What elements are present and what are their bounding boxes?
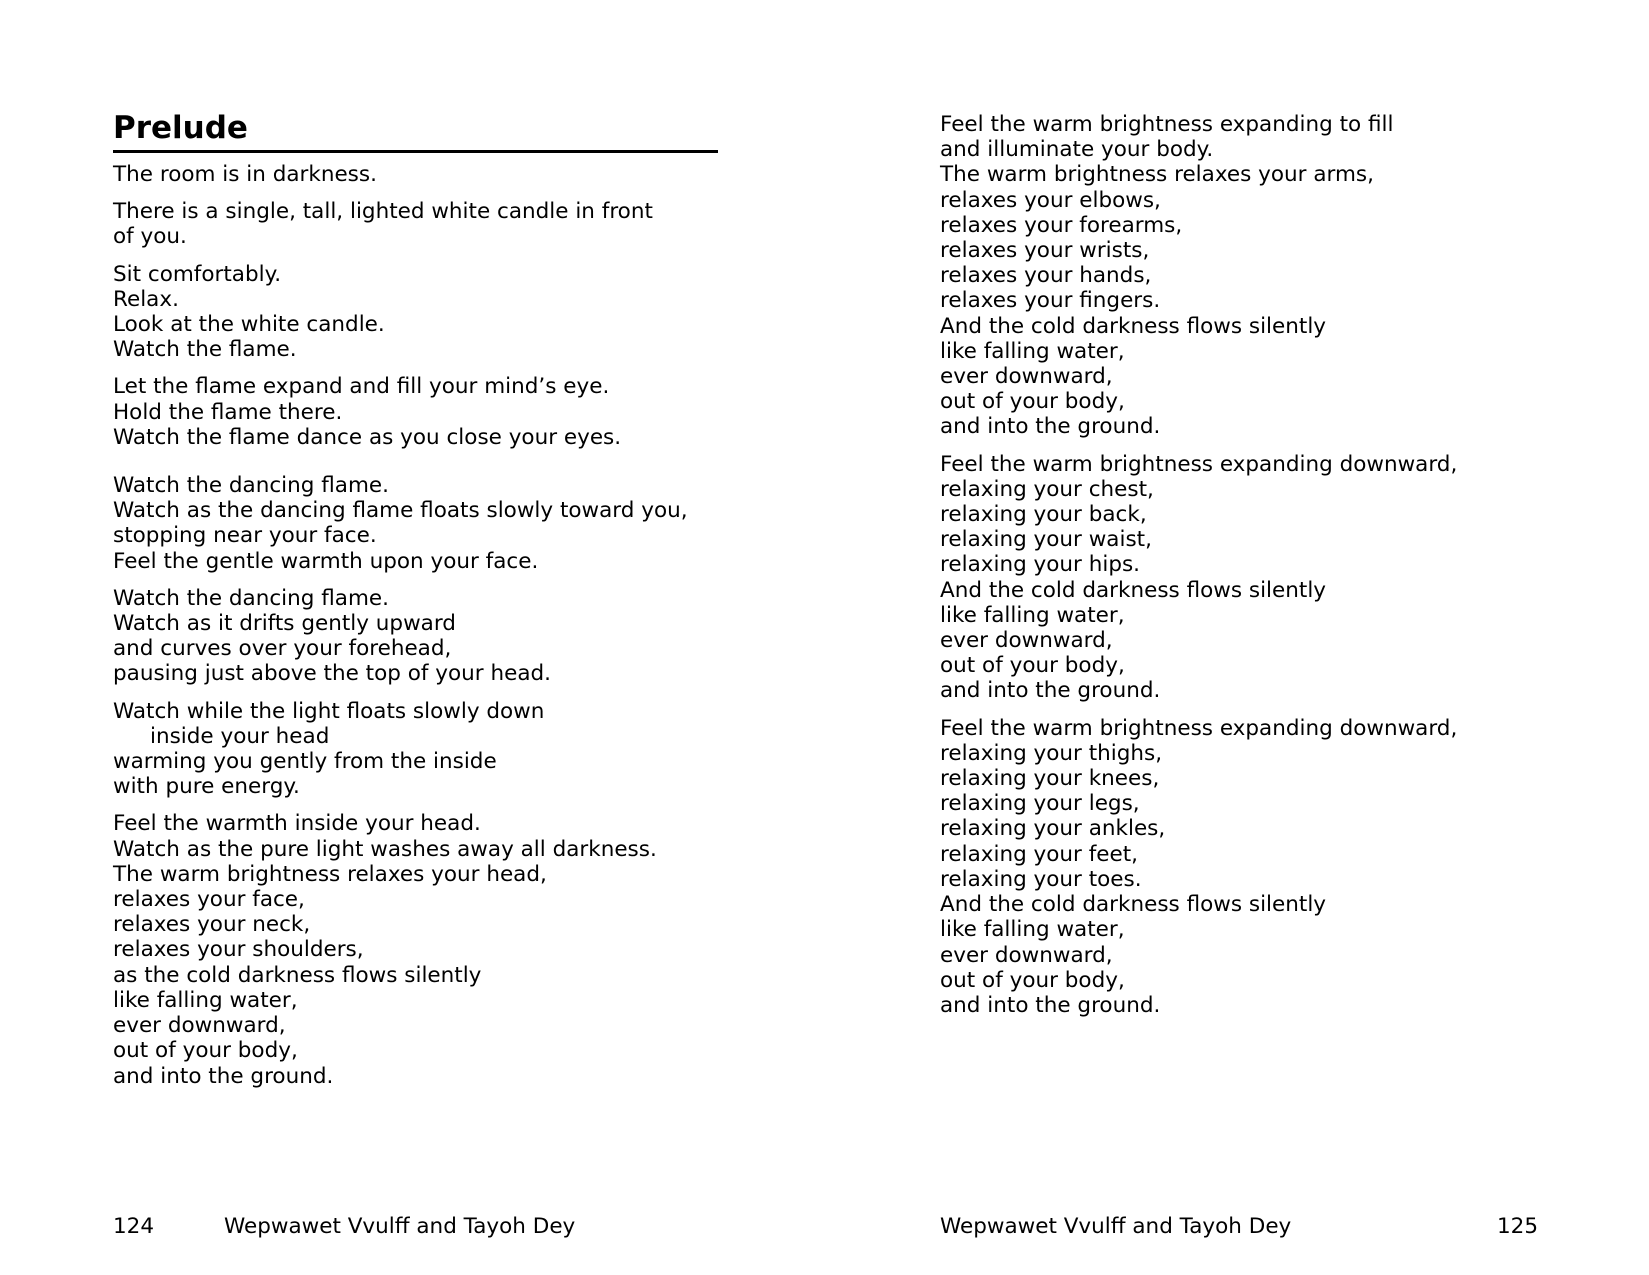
right-page	[940, 0, 1540, 1275]
verse-line: Feel the warm brightness expanding downward,	[940, 715, 1458, 741]
verse-line: relaxing your back,	[940, 502, 1147, 528]
verse-line: relaxing your knees,	[940, 766, 1160, 792]
verse-line: like falling water,	[113, 987, 298, 1013]
verse-line: as the cold darkness flows silently	[113, 962, 482, 988]
verse-line: relaxes your hands,	[940, 263, 1152, 289]
left-page	[113, 0, 733, 1275]
stanza	[113, 262, 733, 363]
verse-line: And the cold darkness flows silently	[940, 892, 1327, 918]
verse-line: and into the ground.	[940, 678, 1161, 704]
verse-line: and into the ground.	[113, 1063, 334, 1089]
stanza	[113, 811, 733, 1088]
verse-line: relaxing your toes.	[940, 866, 1142, 892]
stanza	[113, 199, 733, 249]
verse-line: relaxing your thighs,	[940, 740, 1163, 766]
verse-line: Watch as the dancing flame floats slowly toward you,	[113, 498, 688, 524]
verse-line: Sit comfortably.	[113, 261, 282, 287]
verse-line: ever downward,	[940, 942, 1113, 968]
verse-line: out of your body,	[113, 1038, 298, 1064]
verse-line: The warm brightness relaxes your head,	[113, 861, 547, 887]
page-number: 124	[113, 1214, 155, 1239]
verse-line: relaxes your fingers.	[940, 288, 1161, 314]
verse-line: relaxing your legs,	[940, 791, 1140, 817]
verse-line: with pure energy.	[113, 774, 300, 800]
verse-line: Watch the flame.	[113, 337, 297, 363]
verse-line: ever downward,	[940, 628, 1113, 654]
verse-line: out of your body,	[940, 389, 1125, 415]
verse-line: relaxing your feet,	[940, 841, 1139, 867]
stanza	[113, 374, 733, 450]
verse-line: Watch the dancing flame.	[113, 585, 389, 611]
left-page-text	[113, 162, 733, 1101]
verse-line-indented: inside your head	[150, 723, 330, 749]
verse-line: Watch the dancing flame.	[113, 473, 389, 499]
verse-line: relaxes your elbows,	[940, 187, 1161, 213]
verse-line: and into the ground.	[940, 414, 1161, 440]
verse-line: warming you gently from the inside	[113, 749, 497, 775]
verse-line: Watch as the pure light washes away all darkness.	[113, 836, 657, 862]
verse-line: Feel the warm brightness expanding downward,	[940, 451, 1458, 477]
verse-line: like falling water,	[940, 602, 1125, 628]
verse-line: relaxes your forearms,	[940, 212, 1183, 238]
verse-line: And the cold darkness flows silently	[940, 577, 1327, 603]
verse-line: out of your body,	[940, 967, 1125, 993]
verse-line: relaxes your wrists,	[940, 238, 1150, 264]
stanza	[113, 699, 733, 800]
verse-line: stopping near your face.	[113, 523, 377, 549]
verse-line: relaxes your shoulders,	[113, 937, 364, 963]
stanza	[940, 452, 1540, 704]
right-page-text	[940, 112, 1540, 1030]
verse-line: relaxing your hips.	[940, 552, 1141, 578]
verse-line: relaxing your chest,	[940, 476, 1154, 502]
running-footer-authors: Wepwawet Vvulff and Tayoh Dey	[940, 1214, 1292, 1239]
verse-line: Watch as it drifts gently upward	[113, 611, 456, 637]
verse-line: Watch the flame dance as you close your eyes.	[113, 424, 622, 450]
verse-line: Relax.	[113, 286, 179, 312]
verse-line: And the cold darkness flows silently	[940, 313, 1327, 339]
verse-line: relaxing your waist,	[940, 527, 1152, 553]
verse-line: and into the ground.	[940, 992, 1161, 1018]
verse-line: ever downward,	[940, 364, 1113, 390]
stanza	[113, 162, 733, 187]
stanza	[113, 473, 733, 574]
verse-line: out of your body,	[940, 653, 1125, 679]
verse-line: ever downward,	[113, 1013, 286, 1039]
verse-line: The room is in darkness.	[113, 162, 377, 187]
verse-line: There is a single, tall, lighted white candle in front	[113, 199, 653, 225]
verse-line: Let the flame expand and fill your mind’s eye.	[113, 374, 610, 400]
stanza	[940, 112, 1540, 440]
stanza	[940, 716, 1540, 1018]
chapter-title: Prelude	[113, 108, 718, 153]
verse-line: and curves over your forehead,	[113, 636, 452, 662]
verse-line: Watch while the light floats slowly down	[113, 698, 545, 724]
verse-line: The warm brightness relaxes your arms,	[940, 162, 1374, 188]
verse-line: Feel the warmth inside your head.	[113, 811, 481, 837]
verse-line: like falling water,	[940, 338, 1125, 364]
running-footer-authors: Wepwawet Vvulff and Tayoh Dey	[224, 1214, 576, 1239]
verse-line: like falling water,	[940, 917, 1125, 943]
verse-line: relaxing your ankles,	[940, 816, 1166, 842]
verse-line: Feel the gentle warmth upon your face.	[113, 548, 539, 574]
verse-line: relaxes your face,	[113, 887, 305, 913]
verse-line: Hold the flame there.	[113, 399, 343, 425]
verse-line: Feel the warm brightness expanding to fill	[940, 112, 1394, 137]
stanza	[113, 586, 733, 687]
verse-line: Look at the white candle.	[113, 312, 385, 338]
verse-line: and illuminate your body.	[940, 137, 1214, 163]
verse-line: relaxes your neck,	[113, 912, 311, 938]
page-number: 125	[1497, 1214, 1539, 1239]
verse-line: pausing just above the top of your head.	[113, 661, 551, 687]
verse-line: of you.	[113, 224, 187, 250]
